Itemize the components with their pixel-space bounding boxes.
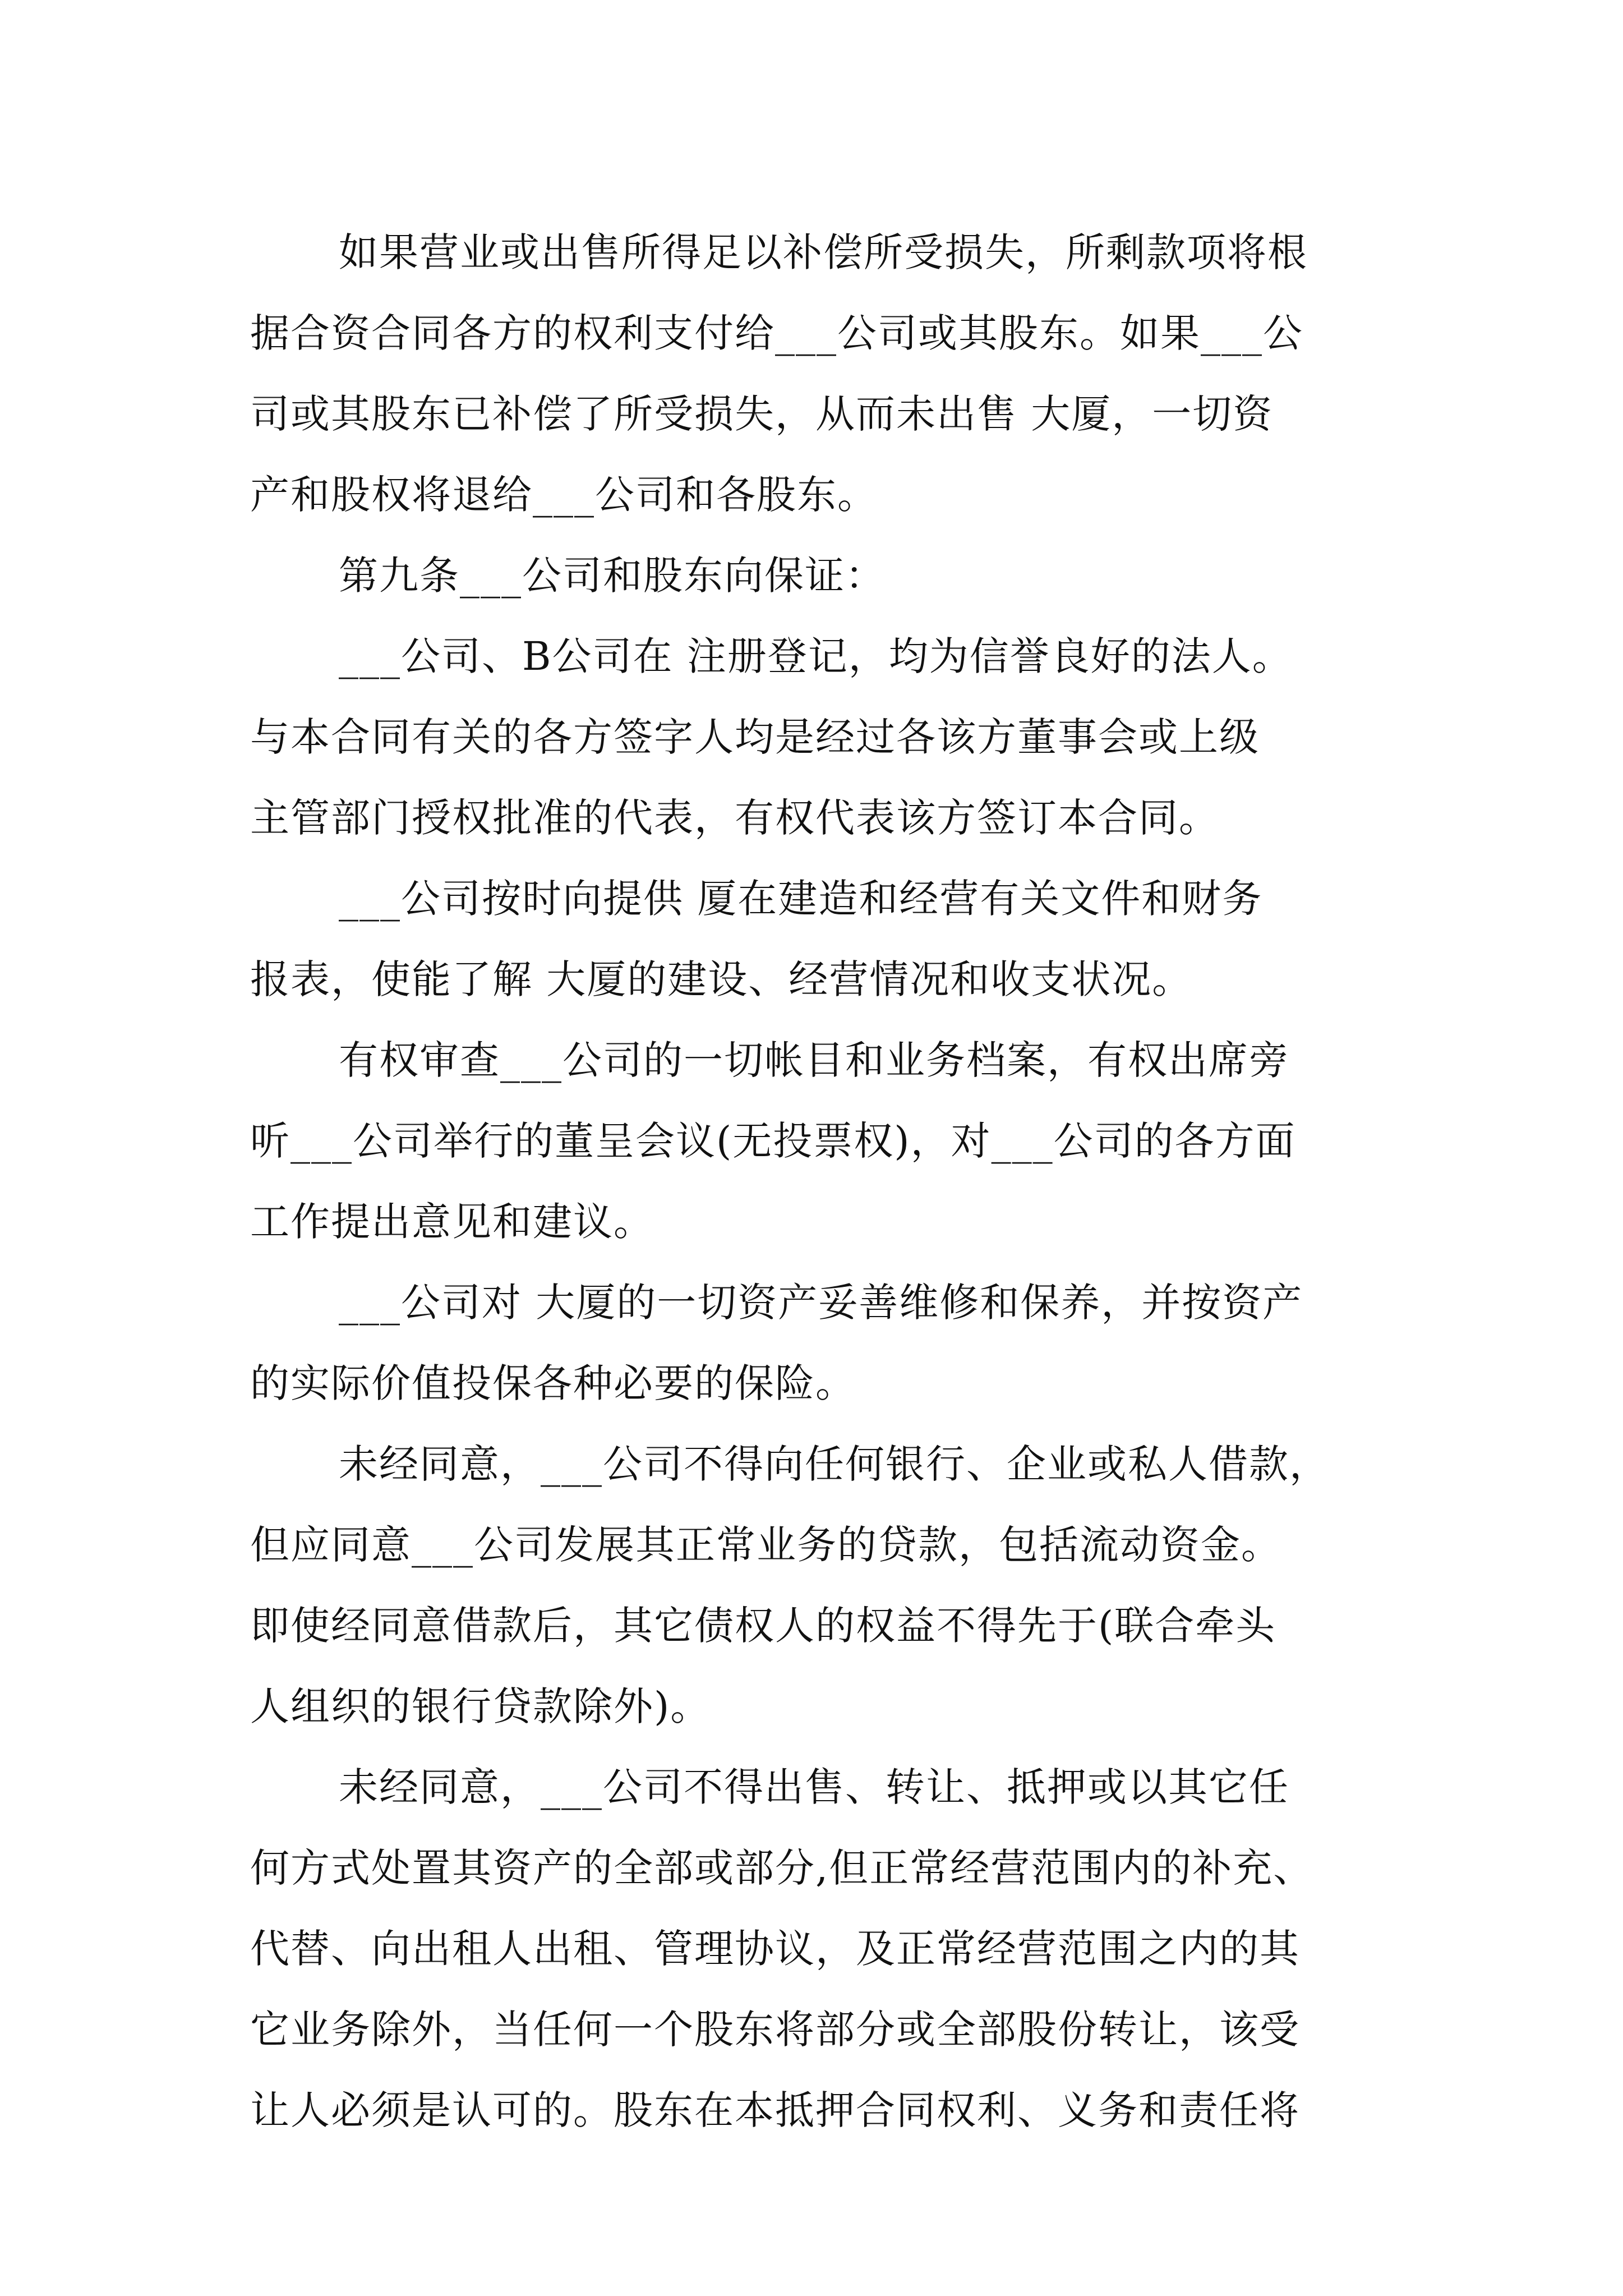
text-line: 据合资合同各方的权利支付给___公司或其股东。如果___公 (250, 310, 1303, 356)
text-line: 主管部门授权批准的代表，有权代表该方签订本合同。 (250, 795, 1219, 841)
text-line: 但应同意___公司发展其正常业务的贷款，包括流动资金。 (250, 1522, 1281, 1568)
text-line: 有权审查___公司的一切帐目和业务档案，有权出席旁 (339, 1037, 1289, 1083)
text-line: 听___公司举行的董呈会议(无投票权)，对___公司的各方面 (250, 1118, 1296, 1164)
text-line: ___公司对 大厦的一切资产妥善维修和保养，并按资产 (339, 1280, 1303, 1326)
paragraph-reports (250, 858, 1383, 1020)
text-line: 的实际价值投保各种必要的保险。 (250, 1360, 856, 1406)
text-line: 司或其股东已补偿了所受损失，从而未出售 大厦，一切资 (250, 391, 1274, 437)
document-body (250, 212, 1383, 2151)
paragraph-registration (250, 616, 1383, 858)
text-line: 它业务除外，当任何一个股东将部分或全部股份转让，该受 (250, 2007, 1300, 2053)
text-line: 如果营业或出售所得足以补偿所受损失，所剩款项将根 (339, 229, 1308, 275)
text-line: ___公司按时向提供 厦在建造和经营有关文件和财务 (339, 876, 1263, 922)
text-line: 产和股权将退给___公司和各股东。 (250, 472, 878, 518)
text-line: 让人必须是认可的。股东在本抵押合同权利、义务和责任将 (250, 2087, 1300, 2133)
text-line: 报表，使能了解 大厦的建设、经营情况和收支状况。 (250, 956, 1193, 1002)
paragraph-compensation (250, 212, 1383, 535)
text-line: 第九条___公司和股东向保证： (339, 553, 886, 599)
text-line: 即使经同意借款后，其它债权人的权益不得先于(联合牵头 (250, 1603, 1276, 1649)
text-line: 未经同意，___公司不得出售、转让、抵押或以其它任 (339, 1764, 1289, 1810)
text-line: 何方式处置其资产的全部或部分,但正常经营范围内的补充、 (250, 1845, 1314, 1891)
text-line: 未经同意，___公司不得向任何银行、企业或私人借款， (339, 1441, 1330, 1487)
text-line: ___公司、B公司在 注册登记，均为信誉良好的法人。 (339, 633, 1293, 679)
text-line: 代替、向出租人出租、管理协议，及正常经营范围之内的其 (250, 1926, 1300, 1972)
article-heading (250, 535, 1383, 616)
text-line: 与本合同有关的各方签字人均是经过各该方董事会或上级 (250, 714, 1260, 760)
text-line: 人组织的银行贷款除外)。 (250, 1683, 711, 1729)
paragraph-borrowing (250, 1424, 1383, 1747)
text-line: 工作提出意见和建议。 (250, 1199, 654, 1245)
paragraph-disposal (250, 1747, 1383, 2151)
paragraph-audit (250, 1020, 1383, 1262)
paragraph-maintenance (250, 1262, 1383, 1424)
